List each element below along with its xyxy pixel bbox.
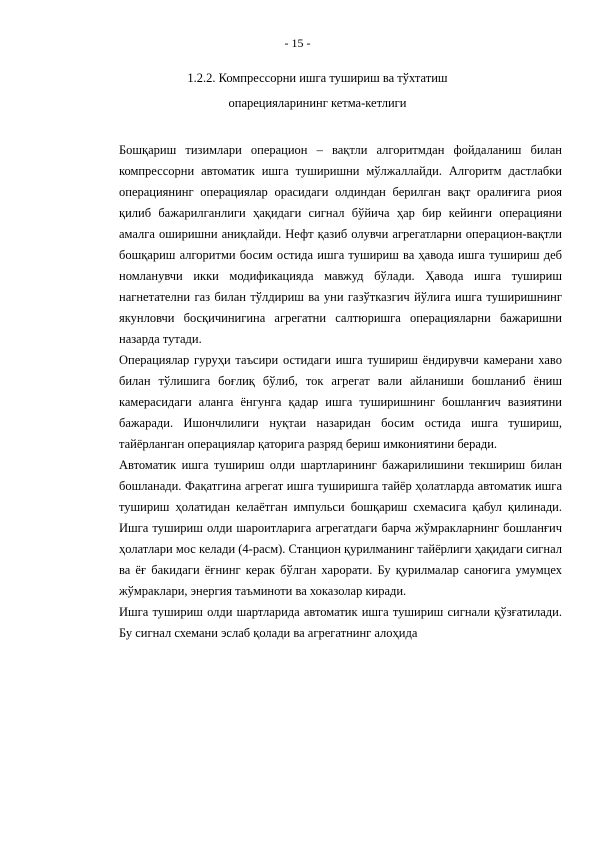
section-heading-line-1: 1.2.2. Компрессорни ишга тушириш ва тўхтатиш (187, 71, 448, 85)
page-number: - 15 - (284, 36, 311, 50)
body-text (119, 140, 562, 644)
section-heading-line-2: опарецияларининг кетма-кетлиги (228, 96, 407, 110)
paragraph: Автоматик ишга тушириш олди шартларининг бажарилишини текшириш билан бошланади. Фақатгина агрегат ишга туширишга тайёр ҳолатларда автоматик ишга тушириш ҳолатидан келаётган импульси бошқариш схемасига қабул қилинади. Ишга тушириш олди шароитларига агрегатдаги барча жўмракларнинг бошланғич ҳолатлари мос келади (4-расм). Станцион қурилманинг тайёрлиги ҳақидаги сигнал ва ёғ бакидаги ёғнинг керак бўлган харорати. Бу қурилмалар саноғига умумцех жўмраклари, энергия таъминоти ва хоказолар киради. (119, 458, 562, 598)
paragraph: Ишга тушириш олди шартларида автоматик ишга тушириш сигнали қўзғатилади. Бу сигнал схемани эслаб қолади ва агрегатнинг алоҳида (119, 605, 562, 640)
paragraph: Операциялар гуруҳи таъсири остидаги ишга тушириш ёндирувчи камерани хаво билан тўлишига боғлиқ бўлиб, ток агрегат вали айланиши бошланиб ёниш камерасидаги аланга ёнгунга қадар ишга туширишнинг бошланғич вазиятини бажаради. Ишончлилиги нуқтаи назаридан босим остида ишга тушириш, тайёрланган операциялар қаторига разряд бериш имкониятини беради. (119, 353, 562, 451)
paragraph: Бошқариш тизимлари операцион – вақтли алгоритмдан фойдаланиш билан компрессорни автоматик ишга туширишни мўлжаллайди. Алгоритм дастлабки операциянинг операциялар орасидаги олдиндан берилган вақт оралиғига риоя қилиб бажарилганлиги ҳақидаги сигнал бўйича ҳар бир кейинги операцияни амалга оширишни аниқлайди. Нефт қазиб олувчи агрегатларни операцион-вақтли бошқариш алгоритми босим остида ишга тушириш ва ҳавода ишга тушириш деб номланувчи икки модификацияда мавжуд бўлади. Ҳавода ишга тушириш нагнетателни газ билан тўлдириш ва уни газўтказгич йўлига ишга туширишнинг якунловчи босқичинигина агрегатни салтюришга операцияларни бажаришни назарда тутади. (119, 143, 562, 346)
